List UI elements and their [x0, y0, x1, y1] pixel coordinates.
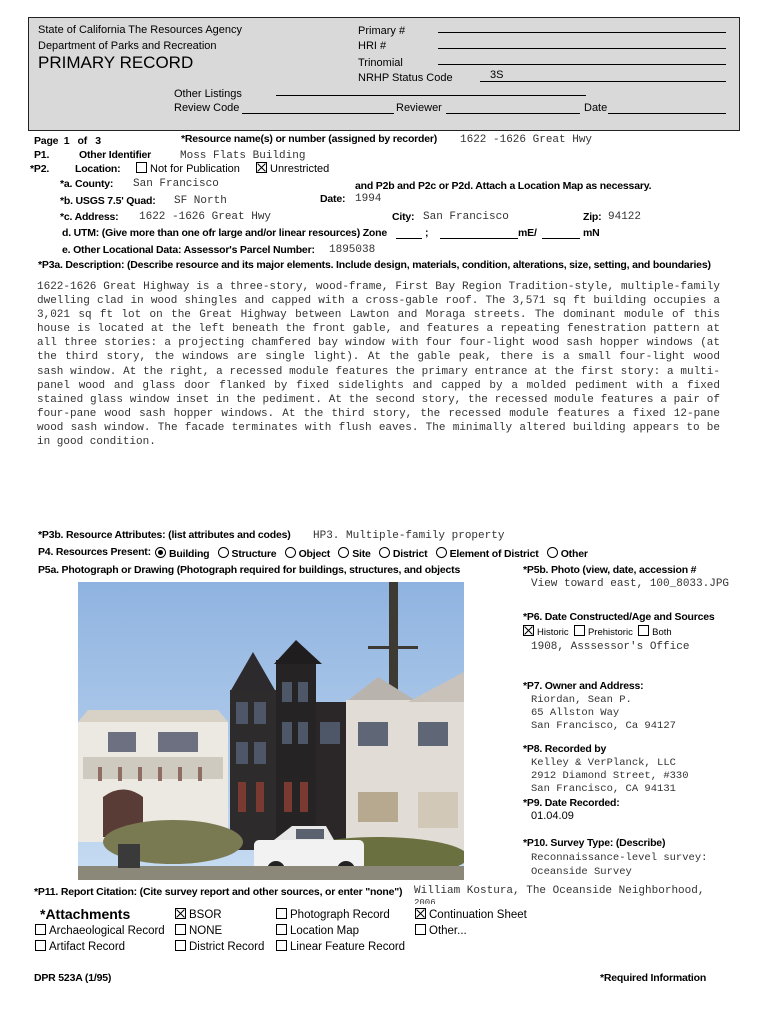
usgs-label: *b. USGS 7.5' Quad: [60, 195, 156, 207]
archaeological-record-checkbox[interactable] [35, 924, 46, 935]
reviewer-label: Reviewer [396, 102, 442, 114]
artifact-record-checkbox[interactable] [35, 940, 46, 951]
usgs-date-label: Date: [320, 193, 346, 205]
p3b-label: *P3b. Resource Attributes: (list attributes and codes) [38, 529, 291, 541]
date-label: Date [584, 102, 608, 114]
zip-label: Zip: [583, 211, 602, 223]
attachments-title: *Attachments [40, 906, 131, 922]
p7-line3[interactable]: San Francisco, Ca 94127 [531, 720, 676, 732]
utm-mn-line[interactable] [542, 238, 580, 239]
other-attachment-checkbox[interactable] [415, 924, 426, 935]
prehistoric-checkbox[interactable] [574, 625, 585, 636]
p10-line1[interactable]: Reconnaissance-level survey: [531, 852, 708, 864]
attachment-continuation-sheet[interactable]: Continuation Sheet [415, 908, 527, 921]
unrestricted-checkbox[interactable] [256, 162, 267, 173]
unrestricted-option[interactable]: Unrestricted [256, 162, 329, 175]
other-loc-label: e. Other Locational Data: Assessor's Parcel Number: [62, 244, 315, 256]
other-listings-line[interactable] [276, 95, 586, 96]
p9-label: *P9. Date Recorded: [523, 797, 620, 809]
p6-label: *P6. Date Constructed/Age and Sources [523, 611, 715, 623]
p1-label: P1. [34, 149, 50, 161]
bsor-checkbox[interactable] [175, 908, 186, 919]
p4-option-building[interactable]: Building [155, 548, 209, 560]
reviewer-line[interactable] [446, 113, 580, 114]
p9-value[interactable]: 01.04.09 [531, 810, 574, 822]
hri-label: HRI # [358, 40, 387, 52]
city-label: City: [392, 211, 415, 223]
p5b-value[interactable]: View toward east, 100_8033.JPG [531, 578, 730, 590]
p7-line1[interactable]: Riordan, Sean P. [531, 694, 632, 706]
county-value[interactable]: San Francisco [133, 178, 219, 190]
utm-me-label: mE/ [518, 227, 537, 239]
p6-value[interactable]: 1908, Asssessor's Office [531, 641, 690, 653]
parcel-number-value[interactable]: 1895038 [329, 244, 376, 256]
zip-value[interactable]: 94122 [608, 211, 642, 223]
attachment-artifact-record[interactable]: Artifact Record [35, 940, 125, 953]
p8-label: *P8. Recorded by [523, 743, 607, 755]
form-title: PRIMARY RECORD [38, 53, 194, 72]
other-radio[interactable] [547, 547, 558, 558]
not-for-publication-checkbox[interactable] [136, 162, 147, 173]
county-note: and P2b and P2c or P2d. Attach a Location Map as necessary. [355, 180, 652, 192]
p4-option-structure[interactable]: Structure [218, 548, 277, 560]
district-radio[interactable] [379, 547, 390, 558]
attachment-photograph-record[interactable]: Photograph Record [276, 908, 390, 921]
agency-line1: State of California The Resources Agency [38, 24, 243, 36]
nrhp-line [480, 81, 726, 82]
photograph-record-checkbox[interactable] [276, 908, 287, 919]
utm-label: d. UTM: (Give more than one ofr large and/or linear resources) Zone [62, 227, 387, 239]
agency-line2: Department of Parks and Recreation [38, 40, 217, 52]
p4-option-element-of-district[interactable]: Element of District [436, 548, 539, 560]
resource-name-label: *Resource name(s) or number (assigned by recorder) [181, 133, 438, 145]
p1-sublabel: Other Identifier [79, 149, 152, 161]
attachment-other[interactable]: Other... [415, 924, 467, 937]
linear-feature-record-checkbox[interactable] [276, 940, 287, 951]
review-code-line[interactable] [242, 113, 394, 114]
hri-line[interactable] [438, 48, 726, 49]
p10-line2[interactable]: Oceanside Survey [531, 866, 632, 878]
location-map-checkbox[interactable] [276, 924, 287, 935]
review-code-label: Review Code [174, 102, 240, 114]
p4-option-object[interactable]: Object [285, 548, 330, 560]
building-radio[interactable] [155, 547, 166, 558]
both-option[interactable]: Both [638, 627, 672, 638]
p4-option-site[interactable]: Site [338, 548, 370, 560]
element-of-district-radio[interactable] [436, 547, 447, 558]
object-radio[interactable] [285, 547, 296, 558]
prehistoric-option[interactable]: Prehistoric [574, 627, 633, 638]
p5b-label: *P5b. Photo (view, date, accession # [523, 564, 697, 576]
city-value[interactable]: San Francisco [423, 211, 509, 223]
attachment-none[interactable]: NONE [175, 924, 222, 937]
nrhp-value[interactable]: 3S [490, 69, 504, 81]
none-checkbox[interactable] [175, 924, 186, 935]
historic-option[interactable]: Historic [523, 627, 569, 638]
p3b-value[interactable]: HP3. Multiple-family property [313, 530, 505, 542]
p3a-description[interactable]: 1622-1626 Great Highway is a three-story, wood-frame, First Bay Region Tradition-style, multiple-family dwelling clad in wood shingles and capped with a cross-gable roof. The 3,571 sq ft building occupies a 3,021 sq ft lot on the Great Highway between Lawton and Moraga streets. The dominant module of this house is located at the left beneath the front gable, and features a repeating fenestration pattern at all three stories: a projecting chamfered bay window with four four-light wood sash hopper windows (at the third story, the windows are single light). At the gable peak, there is a small four-light wood sash window. At the right, a recessed module features the primary entrance at the first story: a multi-panel wood and glass door flanked by fixed sidelights and capped by a molded pediment with a fixed stained glass window inset in the pediment. At the second story, the recessed module features a pair of four-pane wood sash hopper windows. At the third story, the recessed module features a fixed 12-pane wood sash window. The facade terminates with flush eaves. The minimally altered building appears to be in good condition. [37, 281, 720, 449]
primary-label: Primary # [358, 25, 406, 37]
structure-radio[interactable] [218, 547, 229, 558]
p5a-label: P5a. Photograph or Drawing (Photograph required for buildings, structures, and objects [38, 564, 461, 576]
p8-line2[interactable]: 2912 Diamond Street, #330 [531, 770, 689, 782]
trinomial-label: Trinomial [358, 57, 403, 69]
both-checkbox[interactable] [638, 625, 649, 636]
p8-line1[interactable]: Kelley & VerPlanck, LLC [531, 757, 676, 769]
p11-value[interactable]: William Kostura, The Oceanside Neighborhood, [414, 885, 705, 897]
utm-me-line[interactable] [440, 238, 518, 239]
page-indicator: Page 1 of 3 [34, 135, 101, 147]
required-information-note: *Required Information [600, 972, 707, 984]
utm-zone-line[interactable] [396, 238, 422, 239]
attachment-archaeological-record[interactable]: Archaeological Record [35, 924, 165, 937]
p2-location-label: Location: [75, 163, 121, 175]
p4-label: P4. Resources Present: [38, 546, 151, 558]
district-record-checkbox[interactable] [175, 940, 186, 951]
p7-line2[interactable]: 65 Allston Way [531, 707, 620, 719]
usgs-date-value[interactable]: 1994 [355, 193, 382, 205]
p2-label: *P2. [30, 163, 50, 175]
p8-line3[interactable]: San Francisco, CA 94131 [531, 783, 676, 795]
nrhp-label: NRHP Status Code [358, 72, 453, 84]
resource-name-value[interactable]: 1622 -1626 Great Hwy [460, 134, 593, 146]
attachment-linear-feature-record[interactable]: Linear Feature Record [276, 940, 405, 953]
continuation-sheet-checkbox[interactable] [415, 908, 426, 919]
p7-label: *P7. Owner and Address: [523, 680, 644, 692]
attachment-bsor[interactable]: BSOR [175, 908, 222, 921]
attachment-district-record[interactable]: District Record [175, 940, 264, 953]
p10-label: *P10. Survey Type: (Describe) [523, 837, 666, 849]
not-for-publication-option[interactable]: Not for Publication [136, 162, 240, 175]
utm-mn-label: mN [583, 227, 600, 239]
date-line[interactable] [608, 113, 726, 114]
site-radio[interactable] [338, 547, 349, 558]
building-photo-image [78, 582, 464, 880]
address-label: *c. Address: [60, 211, 119, 223]
historic-checkbox[interactable] [523, 625, 534, 636]
p3a-label: *P3a. Description: (Describe resource and its major elements. Include design, materials, condition, alterations, size, setting, and boundaries) [38, 259, 711, 271]
other-listings-label: Other Listings [174, 88, 242, 100]
usgs-value[interactable]: SF North [174, 195, 227, 207]
p11-label: *P11. Report Citation: (Cite survey report and other sources, or enter "none") [34, 886, 403, 898]
attachment-location-map[interactable]: Location Map [276, 924, 359, 937]
p4-options [155, 547, 588, 560]
p4-option-district[interactable]: District [379, 548, 428, 560]
p11-value-line2[interactable]: 2006 [414, 898, 436, 904]
address-value[interactable]: 1622 -1626 Great Hwy [139, 211, 272, 223]
utm-separator: ; [425, 227, 429, 239]
p1-value[interactable]: Moss Flats Building [180, 150, 306, 162]
p6-options [523, 625, 672, 638]
primary-line[interactable] [438, 32, 726, 33]
form-id: DPR 523A (1/95) [34, 972, 112, 984]
p4-option-other[interactable]: Other [547, 548, 588, 560]
county-label: *a. County: [60, 178, 114, 190]
trinomial-line[interactable] [438, 64, 726, 65]
building-photo [78, 582, 464, 880]
